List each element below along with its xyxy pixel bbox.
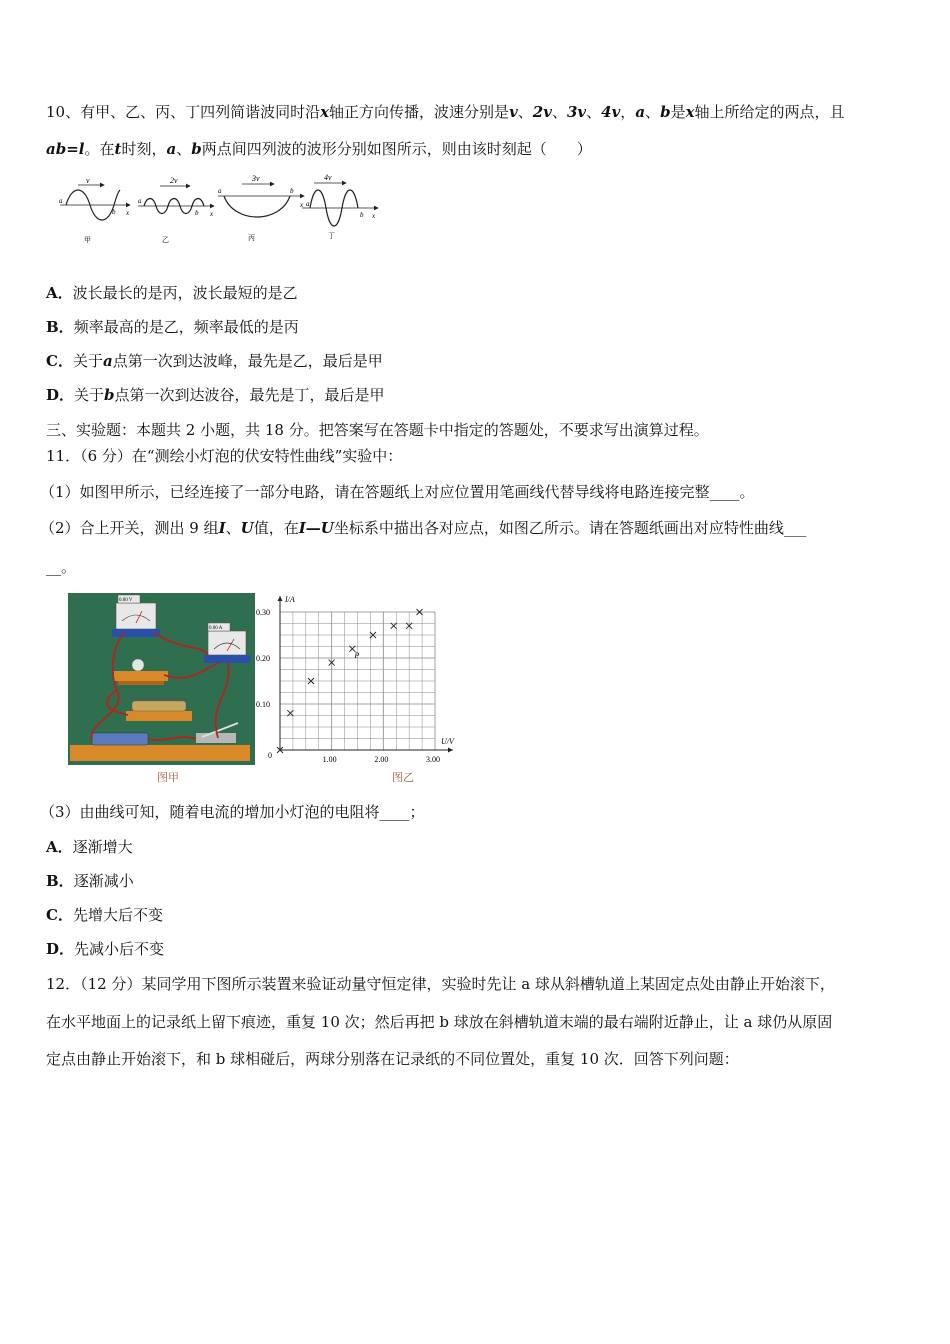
q11-option-c: C．先增大后不变: [46, 906, 163, 924]
y-tick-label: 0.20: [256, 654, 270, 663]
point-p-label: P: [354, 650, 360, 660]
q12-line3: 定点由静止开始滚下，和 b 球相碰后，两球分别落在记录纸的不同位置处，重复 10 次．回答下列问题：: [46, 1050, 739, 1068]
svg-text:0.00 V: 0.00 V: [119, 598, 133, 603]
q11-option-b: B．逐渐减小: [46, 872, 134, 890]
x-tick-label: 2.00: [374, 755, 389, 764]
svg-text:乙: 乙: [162, 236, 169, 244]
svg-text:丁: 丁: [328, 232, 335, 240]
svg-text:a: a: [306, 200, 310, 208]
q11-option-a: A．逐渐增大: [46, 838, 133, 856]
x-tick-label: 1.00: [322, 755, 337, 764]
wave-figure: [52, 170, 392, 250]
y-axis-arrow: [278, 596, 283, 601]
iu-chart: [255, 590, 465, 770]
svg-text:b: b: [112, 208, 116, 216]
q11-part1: （1）如图甲所示，已经连接了一部分电路，请在答题纸上对应位置用笔画线代替导线将电路连接完整____。: [40, 483, 755, 501]
figure-jia-caption: 图甲: [157, 771, 179, 784]
circuit-figure: [68, 593, 255, 765]
x-axis-label: U/V: [441, 737, 454, 746]
q10-option-a: A．波长最长的是丙，波长最短的是乙: [46, 284, 298, 302]
svg-text:x: x: [300, 201, 304, 209]
origin-label: 0: [268, 751, 272, 760]
q10-option-b: B．频率最高的是乙，频率最低的是丙: [46, 318, 299, 336]
svg-text:4v: 4v: [324, 173, 332, 182]
wave-ding: [302, 173, 378, 240]
x-tick-label: 3.00: [426, 755, 440, 764]
section3-heading: 三、实验题：本题共 2 小题，共 18 分。把答案写在答题卡中指定的答题处，不要求写出演算过程。: [46, 421, 709, 439]
svg-text:0.00 A: 0.00 A: [209, 626, 223, 631]
svg-text:b: b: [360, 211, 364, 219]
q11-title: 11．（6 分）在“测绘小灯泡的伏安特性曲线”实验中：: [46, 447, 403, 465]
q11-option-d: D．先减小后不变: [46, 940, 165, 958]
q10-line1: 10、有甲、乙、丙、丁四列简谐波同时沿x轴正方向传播，波速分别是v、2v、3v、4v，a、b是x轴上所给定的两点，且: [46, 103, 845, 121]
y-tick-label: 0.10: [256, 700, 270, 709]
q11-part2-cont: __。: [46, 558, 77, 576]
rheostat: [126, 699, 192, 721]
q11-part2: （2）合上开关，测出 9 组I、U值，在I—U坐标系中描出各对应点，如图乙所示。请在答题纸画出对应特性曲线___: [40, 519, 807, 537]
svg-text:a: a: [218, 187, 222, 195]
svg-text:a: a: [59, 197, 63, 205]
wave-yi: [138, 176, 214, 244]
y-tick-label: 0.30: [256, 608, 270, 617]
svg-text:b: b: [195, 209, 199, 217]
svg-text:3v: 3v: [252, 174, 260, 183]
q11-part3: （3）由曲线可知，随着电流的增加小灯泡的电阻将____；: [40, 803, 425, 821]
svg-text:x: x: [126, 209, 130, 217]
y-axis-label: I/A: [285, 595, 295, 604]
wave-jia: [59, 176, 130, 244]
q12-line2: 在水平地面上的记录纸上留下痕迹，重复 10 次；然后再把 b 球放在斜槽轨道末端的最右端附近静止，让 a 球仍从原固: [46, 1013, 833, 1031]
svg-text:丙: 丙: [248, 234, 255, 242]
q10-line2: ab=l。在t时刻，a、b两点间四列波的波形分别如图所示，则由该时刻起（ ）: [46, 140, 592, 158]
q10-option-d: D．关于b点第一次到达波谷，最先是丁，最后是甲: [46, 386, 385, 404]
q12-line1: 12．（12 分）某同学用下图所示装置来验证动量守恒定律，实验时先让 a 球从斜槽轨道上某固定点处由静止开始滚下，: [46, 975, 835, 993]
figure-yi-caption: 图乙: [392, 771, 414, 784]
x-axis-arrow: [448, 748, 453, 753]
q10-option-c: C．关于a点第一次到达波峰，最先是乙，最后是甲: [46, 352, 383, 370]
svg-text:2v: 2v: [170, 176, 178, 185]
svg-text:x: x: [210, 210, 214, 218]
wave-bing: [218, 174, 304, 242]
svg-text:b: b: [290, 187, 294, 195]
svg-text:x: x: [372, 212, 376, 220]
svg-text:甲: 甲: [84, 236, 91, 244]
svg-text:v: v: [86, 176, 90, 185]
svg-text:a: a: [138, 197, 142, 205]
